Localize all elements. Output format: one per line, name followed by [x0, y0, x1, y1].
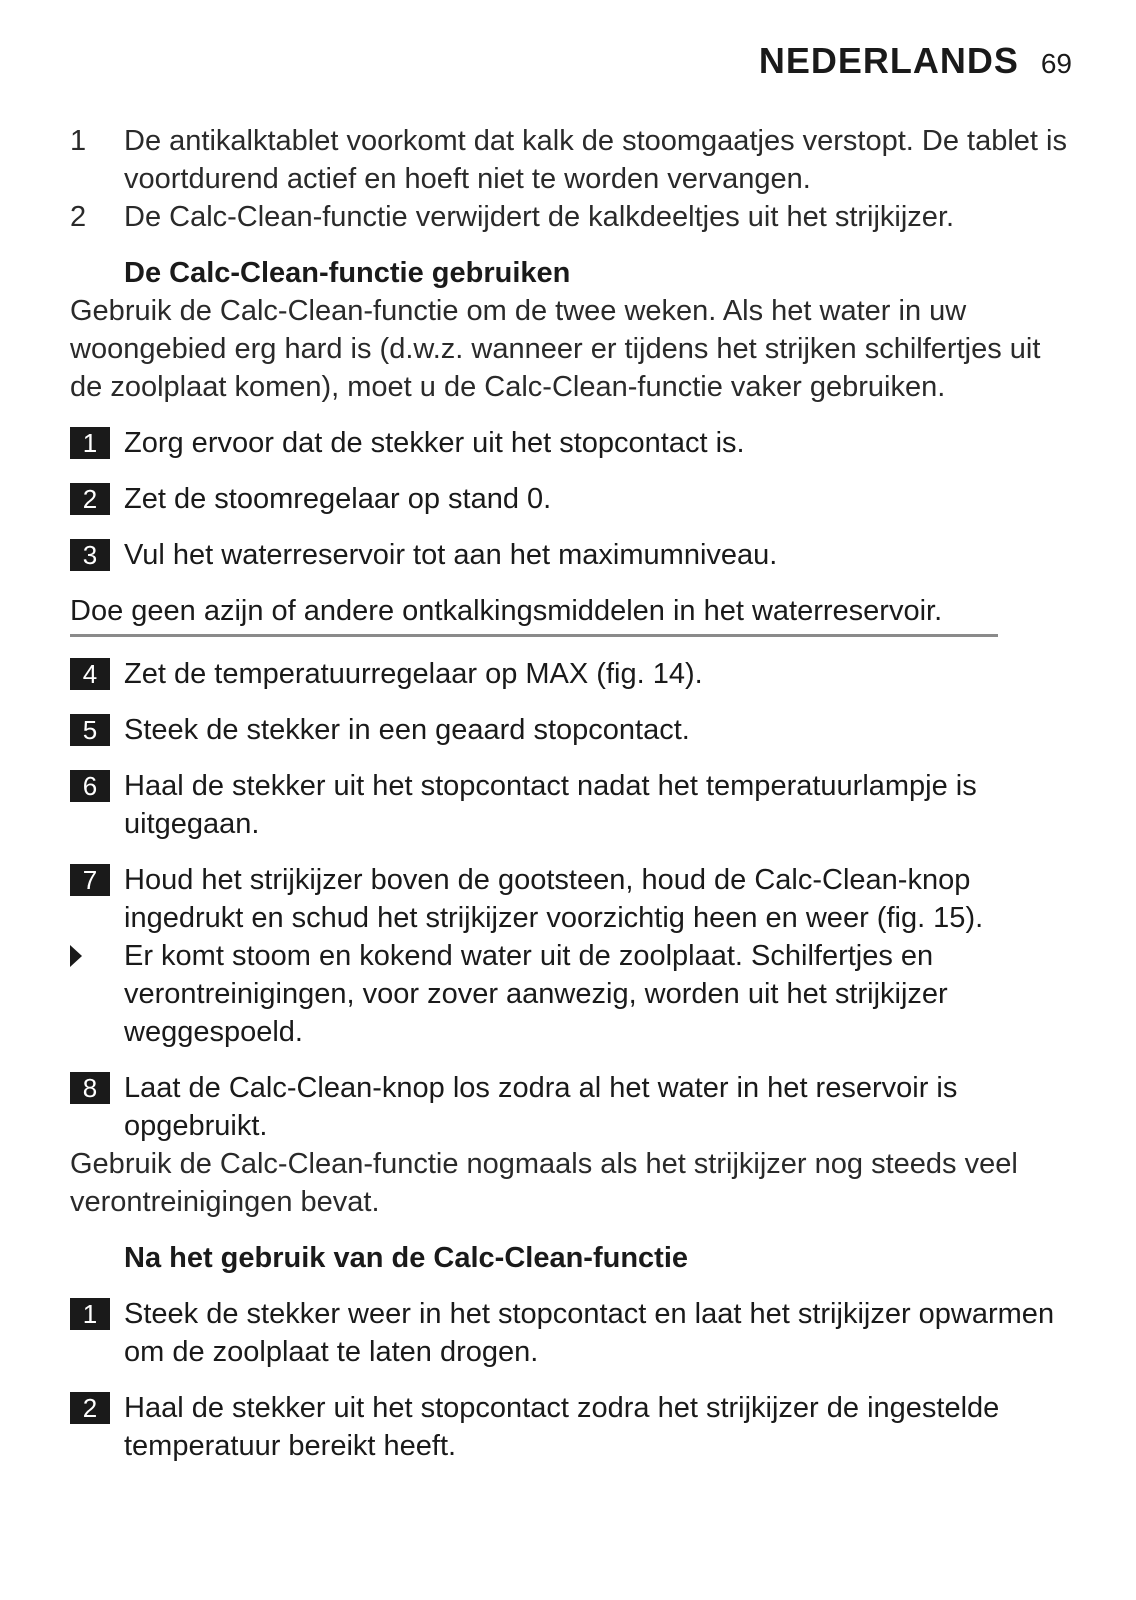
- step-number-badge: 7: [70, 864, 110, 896]
- step-text: Zorg ervoor dat de stekker uit het stopcontact is.: [124, 427, 745, 459]
- intro-item: [70, 198, 1070, 236]
- step-item: [70, 711, 1070, 749]
- step-item: [70, 767, 1070, 843]
- step-number-badge: 1: [70, 1298, 110, 1330]
- step-text: Zet de stoomregelaar op stand 0.: [124, 483, 552, 515]
- step-item: [70, 480, 1070, 518]
- intro-item-text: De Calc-Clean-functie verwijdert de kalkdeeltjes uit het strijkijzer.: [124, 201, 955, 233]
- result-arrow-icon: [70, 937, 124, 1051]
- step-text: Steek de stekker weer in het stopcontact en laat het strijkijzer opwarmen om de zoolplaat te laten drogen.: [124, 1298, 1055, 1368]
- step-text: Haal de stekker uit het stopcontact zodra het strijkijzer de ingestelde temperatuur bereikt heeft.: [124, 1392, 1000, 1462]
- result-item: [70, 937, 1070, 1051]
- step-item: [70, 1389, 1070, 1465]
- repeat-note: Gebruik de Calc-Clean-functie nogmaals als het strijkijzer nog steeds veel verontreinigingen bevat.: [70, 1148, 1018, 1218]
- page-header: [759, 40, 1072, 82]
- step-item: [70, 1295, 1070, 1371]
- step-number-badge: 1: [70, 427, 110, 459]
- step-text: Laat de Calc-Clean-knop los zodra al het water in het reservoir is opgebruikt.: [124, 1072, 958, 1142]
- intro-item: [70, 122, 1070, 198]
- step-text: Haal de stekker uit het stopcontact nadat het temperatuurlampje is uitgegaan.: [124, 770, 977, 840]
- step-text: Houd het strijkijzer boven de gootsteen, houd de Calc-Clean-knop ingedrukt en schud het strijkijzer voorzichtig heen en weer (fig. 15).: [124, 864, 984, 934]
- step-item: [70, 536, 1070, 574]
- step-text: Steek de stekker in een geaard stopcontact.: [124, 714, 690, 746]
- intro-item-number: 2: [70, 201, 87, 233]
- step-number-badge: 8: [70, 1072, 110, 1104]
- step-item: [70, 424, 1070, 462]
- step-number-badge: 2: [70, 483, 110, 515]
- section-intro-paragraph: Gebruik de Calc-Clean-functie om de twee weken. Als het water in uw woongebied erg hard is (d.w.z. wanneer er tijdens het strijken schilfertjes uit de zoolplaat komen), moet u de Calc-Clean-functie vaker gebruiken.: [70, 295, 1041, 403]
- step-item: [70, 1069, 1070, 1145]
- warning-note: Doe geen azijn of andere ontkalkingsmiddelen in het waterreservoir.: [70, 592, 998, 637]
- step-number-badge: 3: [70, 539, 110, 571]
- step-number-badge: 2: [70, 1392, 110, 1424]
- intro-item-number: 1: [70, 125, 87, 157]
- result-text: Er komt stoom en kokend water uit de zoolplaat. Schilfertjes en verontreinigingen, voor zover aanwezig, worden uit het strijkijzer weggespoeld.: [124, 940, 948, 1048]
- step-text: Vul het waterreservoir tot aan het maximumniveau.: [124, 539, 778, 571]
- step-text: Zet de temperatuurregelaar op MAX (fig. 14).: [124, 658, 703, 690]
- step-number-badge: 6: [70, 770, 110, 802]
- section-heading-after-calc-clean: Na het gebruik van de Calc-Clean-functie: [124, 1242, 689, 1274]
- step-number-badge: 4: [70, 658, 110, 690]
- step-number-badge: 5: [70, 714, 110, 746]
- page-number: 69: [1040, 48, 1072, 79]
- section-heading-calc-clean: De Calc-Clean-functie gebruiken: [124, 257, 571, 289]
- page-content: [70, 122, 1070, 1465]
- step-item: [70, 655, 1070, 693]
- intro-item-text: De antikalktablet voorkomt dat kalk de stoomgaatjes verstopt. De tablet is voortdurend actief en hoeft niet te worden vervangen.: [124, 125, 1067, 195]
- language-title: NEDERLANDS: [758, 40, 1019, 81]
- step-item: [70, 861, 1070, 937]
